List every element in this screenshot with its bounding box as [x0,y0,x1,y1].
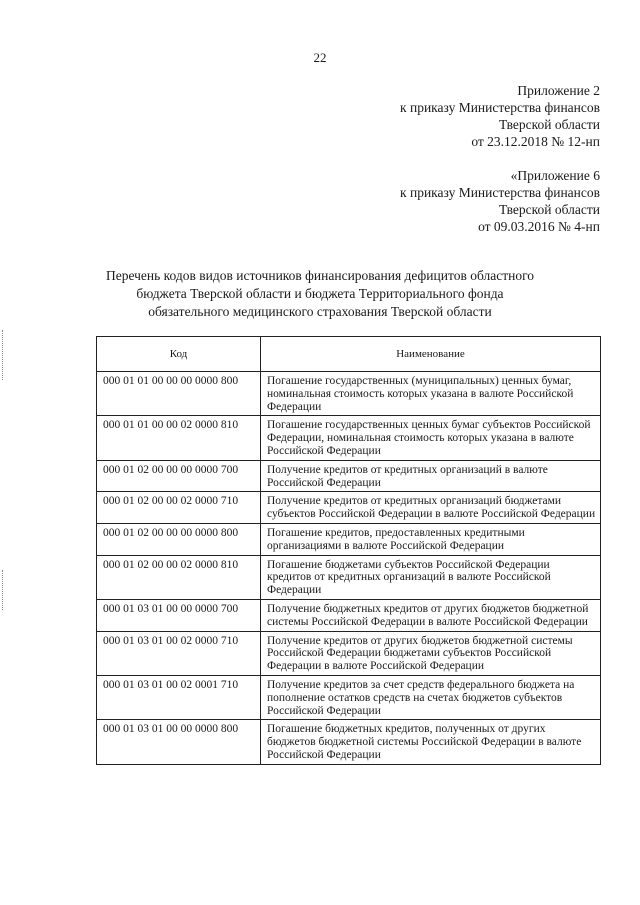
appendix-previous-block [400,167,600,235]
table-row [97,675,601,719]
page-number: 22 [313,50,327,65]
appendix-current-line2: к приказу Министерства финансов [400,100,600,115]
table-row [97,599,601,631]
appendix-current-block [400,82,600,150]
table-row [97,372,601,416]
row-code: 000 01 02 00 00 00 0000 700 [97,460,261,492]
document-title [60,267,580,321]
table-row [97,555,601,599]
row-name: Погашение государственных (муниципальных) ценных бумаг, номинальная стоимость которых указана в валюте Российской Федерации [261,372,601,416]
table-row [97,631,601,675]
title-line1: Перечень кодов видов источников финансирования дефицитов областного [105,268,535,283]
row-code: 000 01 01 00 00 00 0000 800 [97,372,261,416]
codes-table [96,336,601,765]
scan-edge-marks-top [2,330,6,380]
row-code: 000 01 03 01 00 00 0000 800 [97,720,261,764]
appendix-current-line1: Приложение 2 [517,83,600,98]
row-code: 000 01 02 00 00 02 0000 710 [97,492,261,524]
appendix-current-line4: от 23.12.2018 № 12-нп [471,134,600,149]
table-row [97,492,601,524]
row-code: 000 01 02 00 00 00 0000 800 [97,523,261,555]
row-code: 000 01 03 01 00 02 0000 710 [97,631,261,675]
row-name: Погашение бюджетами субъектов Российской Федерации кредитов от кредитных организаций в валюте Российской Федерации [261,555,601,599]
row-name: Получение кредитов от кредитных организаций бюджетами субъектов Российской Федерации в валюте Российской Федерации [261,492,601,524]
title-line2: бюджета Тверской области и бюджета Территориального фонда [136,286,504,301]
row-code: 000 01 01 00 00 02 0000 810 [97,416,261,460]
table-row [97,523,601,555]
scan-edge-marks-bottom [2,570,6,610]
row-name: Погашение бюджетных кредитов, полученных от других бюджетов бюджетной системы Российской Федерации в валюте Российской Федерации [261,720,601,764]
appendix-previous-line1: «Приложение 6 [510,168,600,183]
appendix-previous-line2: к приказу Министерства финансов [400,185,600,200]
table-row [97,460,601,492]
table-row [97,416,601,460]
row-name: Погашение кредитов, предоставленных кредитными организациями в валюте Российской Федерации [261,523,601,555]
header-name: Наименование [261,337,601,372]
table-header-row [97,337,601,372]
row-code: 000 01 03 01 00 00 0000 700 [97,599,261,631]
row-name: Погашение государственных ценных бумаг субъектов Российской Федерации, номинальная стоимость которых указана в валюте Российской Федерации [261,416,601,460]
appendix-previous-line4: от 09.03.2016 № 4-нп [478,219,600,234]
appendix-current-line3: Тверской области [499,117,600,132]
title-line3: обязательного медицинского страхования Тверской области [148,304,492,319]
row-code: 000 01 02 00 00 02 0000 810 [97,555,261,599]
header-code: Код [97,337,261,372]
row-code: 000 01 03 01 00 02 0001 710 [97,675,261,719]
row-name: Получение кредитов от кредитных организаций в валюте Российской Федерации [261,460,601,492]
row-name: Получение кредитов от других бюджетов бюджетной системы Российской Федерации бюджетами субъектов Российской Федерации в валюте Российской Федерации [261,631,601,675]
appendix-previous-line3: Тверской области [499,202,600,217]
row-name: Получение бюджетных кредитов от других бюджетов бюджетной системы Российской Федерации в валюте Российской Федерации [261,599,601,631]
table-row [97,720,601,764]
row-name: Получение кредитов за счет средств федерального бюджета на пополнение остатков средств на счетах бюджетов субъектов Российской Федерации [261,675,601,719]
